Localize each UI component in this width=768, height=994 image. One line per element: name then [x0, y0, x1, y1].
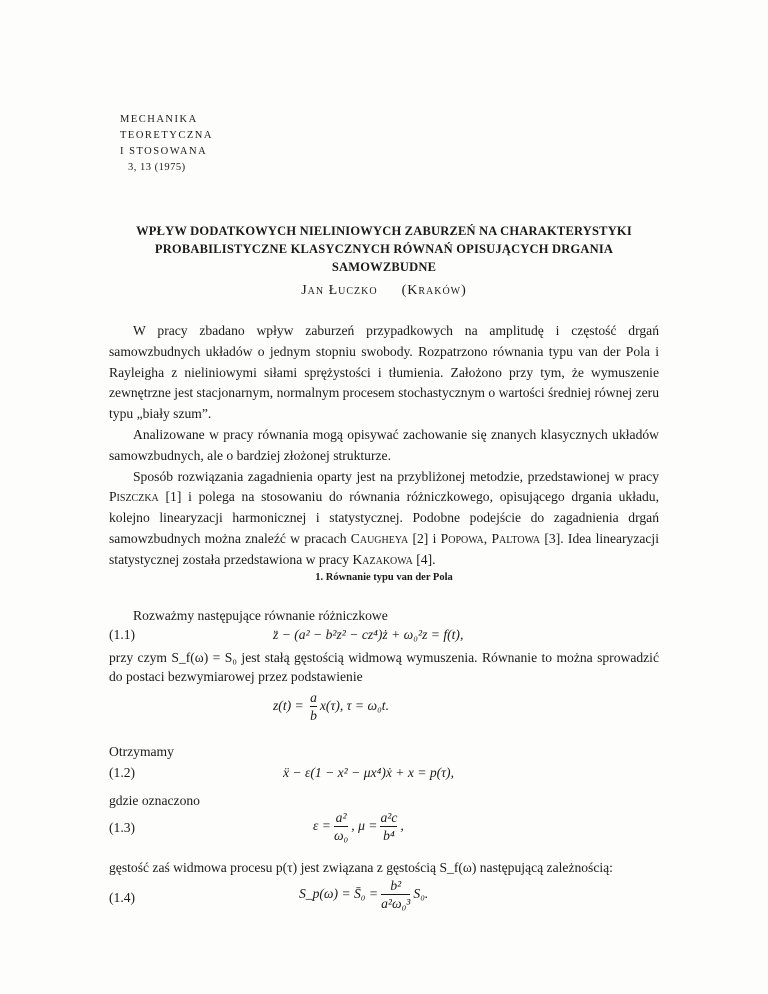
abstract-p3-text-c: [2] i — [412, 530, 437, 546]
spectral-density-denominator: a²ω₀³ — [381, 896, 411, 911]
journal-line-1: MECHANIKA — [120, 114, 198, 125]
author-affiliation: (Kraków) — [401, 283, 467, 298]
journal-line-3: I STOSOWANA — [120, 146, 208, 157]
title-line-3: SAMOWZBUDNE — [331, 260, 437, 274]
abstract-paragraph-3 — [109, 467, 659, 571]
abstract-p3-text-a: Sposób rozwiązania zagadnienia oparty jest na przybliżonej metodzie, przedstawionej w pracy — [133, 468, 659, 484]
epsilon-numerator: a² — [335, 810, 347, 825]
epsilon-label: ε = — [313, 818, 331, 834]
substitution-right: x(τ), τ = ω₀t. — [319, 698, 389, 714]
equation-1-4 — [109, 876, 659, 922]
spectral-density-right: S₀. — [413, 886, 429, 902]
paper-title — [110, 222, 658, 276]
equation-1-3 — [109, 808, 659, 852]
journal-line-2: TEORETYCZNA — [120, 130, 213, 141]
intro-paragraph: Rozważmy następujące równanie różniczkowe — [133, 608, 388, 623]
ref-kazakowa: Kazakowa — [352, 551, 413, 567]
otrzymamy-text — [109, 742, 659, 761]
spectral-density-left: S_p(ω) = S̄₀ = — [299, 886, 379, 902]
otrzymamy-label: Otrzymamy — [109, 744, 174, 759]
abstract-p3-text-d: [3]. Idea linearyzacji statystycznej została przedstawiona w pracy — [109, 530, 659, 567]
substitution-left: z(t) = — [273, 698, 308, 714]
equation-1-1-expr: z̈ − (a² − b²z² − cz⁴)ż + ω₀²z = f(t), — [273, 627, 464, 642]
equation-1-2 — [109, 761, 659, 791]
journal-header — [120, 112, 213, 176]
spectral-density-fraction — [381, 878, 410, 912]
equation-number-1-4: (1.4) — [109, 890, 136, 905]
equation-1-4-expr — [299, 878, 428, 912]
abstract-paragraph-1: W pracy zbadano wpływ zaburzeń przypadkowych na amplitudę i częstość drgań samowzbudnych układów o jednym stopniu swobody. Rozpatrzono równania typu van der Pola i Rayleigha z nieliniowymi siłami sprężystości i tłumienia. Założono przy tym, że wymuszenie zewnętrzne jest stacjonarnym, normalnym procesem stochastycznym o wartości średniej równej zeru typu „biały szum”. — [109, 323, 659, 422]
after-equation-1-1 — [109, 648, 659, 686]
after-1-1-paragraph: przy czym S_f(ω) = S₀ jest stałą gęstością widmową wymuszenia. Równanie to można sprowadzić do postaci bezwymiarowej przez podstawienie — [109, 650, 659, 684]
mu-numerator: a²c — [380, 810, 398, 825]
gdzie-label: gdzie oznaczono — [109, 793, 200, 808]
author-line — [0, 283, 768, 299]
abstract-p3-text-b: [1] i polega na stosowaniu do równania różniczkowego, opisującego drgania układu, kolejno linearyzacji harmonicznej i statystycznej. Podobne podejście do zagadnienia drgań samowzbudnych można znaleźć w pracach — [109, 489, 659, 546]
epsilon-fraction — [334, 810, 348, 844]
author-name: Jan Łuczko — [301, 283, 378, 298]
abstract-paragraph-2: Analizowane w pracy równania mogą opisywać zachowanie się znanych klasycznych układów samowzbudnych, ale o bardziej złożonej strukturze. — [109, 426, 659, 463]
mu-fraction — [380, 810, 397, 844]
mu-denominator: b⁴ — [380, 826, 397, 844]
equation-1-3-expr: ε = $\frac{\text{a²}}{\text{ω₀}}$ , μ = $\frac{\text{a²c}}{\text{b⁴}}$ , — [313, 810, 404, 843]
substitution-expr — [273, 690, 389, 724]
journal-volume: 3, 13 (1975) — [128, 162, 186, 173]
ref-popowa-paltowa: Popowa, Paltowa — [440, 530, 541, 546]
abstract-p3-text-e: [4]. — [416, 551, 436, 567]
abstract — [109, 321, 659, 571]
substitution-denominator: b — [310, 708, 317, 723]
title-line-1: WPŁYW DODATKOWYCH NIELINIOWYCH ZABURZEŃ NA CHARAKTERYSTYKI — [136, 224, 632, 238]
ref-piszczka: Piszczka — [109, 489, 159, 505]
equation-number-1-3: (1.3) — [109, 820, 136, 835]
substitution-fraction — [310, 690, 317, 724]
section-heading: 1. Równanie typu van der Pola — [315, 572, 453, 583]
equation-number-1-2: (1.2) — [109, 765, 136, 780]
epsilon-denominator: ω₀ — [333, 828, 349, 843]
gestosc-text — [109, 858, 659, 877]
equation-number-1-1: (1.1) — [109, 627, 136, 642]
spectral-density-numerator: b² — [390, 878, 402, 893]
mu-label: , μ = — [351, 818, 378, 834]
equation-1-2-expr: ẍ − ε(1 − x² − μx⁴)ẋ + x = p(τ), — [283, 765, 454, 780]
gestosc-paragraph: gęstość zaś widmowa procesu p(τ) jest związana z gęstością S_f(ω) następującą zależnością: — [109, 860, 613, 875]
substitution-numerator: a — [310, 690, 317, 705]
substitution-equation — [109, 688, 659, 728]
title-line-2: PROBABILISTYCZNE KLASYCZNYCH RÓWNAŃ OPISUJĄCYCH DRGANIA — [154, 242, 614, 256]
ref-caugheya: Caugheya — [350, 530, 409, 546]
